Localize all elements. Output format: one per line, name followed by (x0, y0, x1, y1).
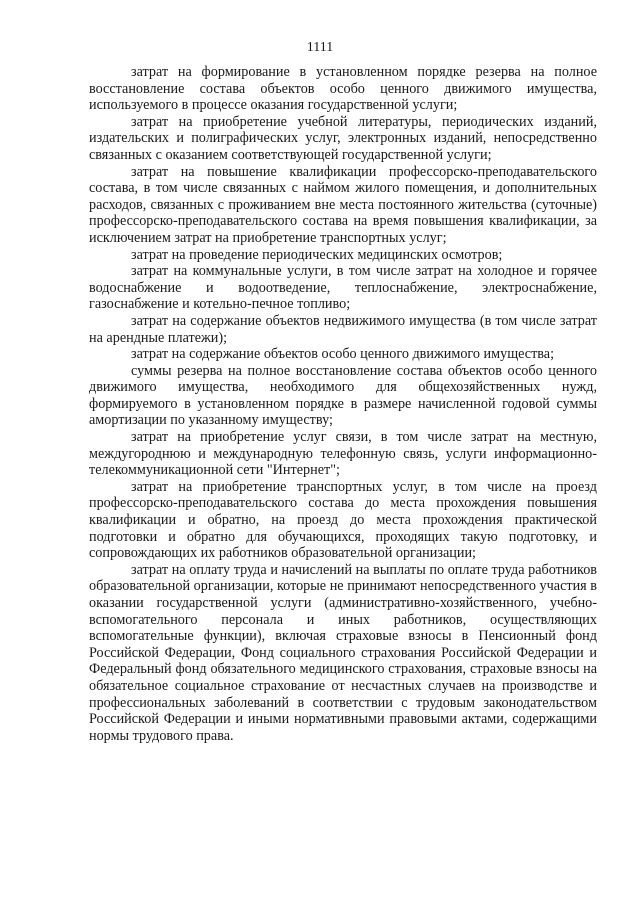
paragraph-reserve-amounts: суммы резерва на полное восстановление состава объектов особо ценного движимого имущества, необходимого для общехозяйственных нужд, формируемого в установленном порядке в размере начисленной годовой суммы амортизации по указанному имуществу; (89, 362, 597, 429)
paragraph-utilities: затрат на коммунальные услуги, в том числе затрат на холодное и горячее водоснабжение и водоотведение, теплоснабжение, электроснабжение, газоснабжение и котельно-печное топливо; (89, 263, 597, 313)
paragraph-educational-literature: затрат на приобретение учебной литературы, периодических изданий, издательских и полиграфических услуг, электронных изданий, непосредственно связанных с оказанием соответствующей государственной услуги; (89, 113, 597, 163)
page-number: 1111 (306, 40, 334, 55)
document-body (89, 64, 597, 744)
paragraph-reserve-restoration: затрат на формирование в установленном порядке резерва на полное восстановление состава объектов особо ценного движимого имущества, используемого в процессе оказания государственной услуги; (89, 64, 597, 114)
paragraph-movable-property-maintenance: затрат на содержание объектов особо ценного движимого имущества; (131, 346, 555, 363)
paragraph-real-estate-maintenance: затрат на содержание объектов недвижимого имущества (в том числе затрат на арендные платежи); (89, 312, 597, 346)
paragraph-qualification-improvement: затрат на повышение квалификации профессорско-преподавательского состава, в том числе связанных с наймом жилого помещения, и дополнительных расходов, связанных с проживанием вне места постоянного жительства (суточные) профессорско-преподавательского состава на время повышения квалификации, за исключением затрат на приобретение транспортных услуг; (89, 163, 597, 246)
paragraph-communication-services: затрат на приобретение услуг связи, в том числе затрат на местную, междугороднюю и международную телефонную связь, услуги информационно-телекоммуникационной сети "Интернет"; (89, 429, 597, 479)
paragraph-transport-services: затрат на приобретение транспортных услуг, в том числе на проезд профессорско-преподавательского состава до места прохождения повышения квалификации и обратно, на проезд до места прохождения практической подготовки и обратно для обучающихся, проходящих такую подготовку, и сопровождающих их работников образовательной организации; (89, 478, 597, 562)
paragraph-labor-payment: затрат на оплату труда и начислений на выплаты по оплате труда работников образовательной организации, которые не принимают непосредственного участия в оказании государственной услуги (административно-хозяйственного, учебно-вспомогательного персонала и иных работников, осуществляющих вспомогательные функции), включая страховые взносы в Пенсионный фонд Российской Федерации, Фонд социального страхования Российской Федерации и Федеральный фонд обязательного медицинского страхования, страховые взносы на обязательное социальное страхование от несчастных случаев на производстве и профессиональных заболеваний в соответствии с трудовым законодательством Российской Федерации и иными нормативными правовыми актами, содержащими нормы трудового права. (89, 561, 597, 744)
paragraph-medical-examinations: затрат на проведение периодических медицинских осмотров; (131, 246, 503, 263)
